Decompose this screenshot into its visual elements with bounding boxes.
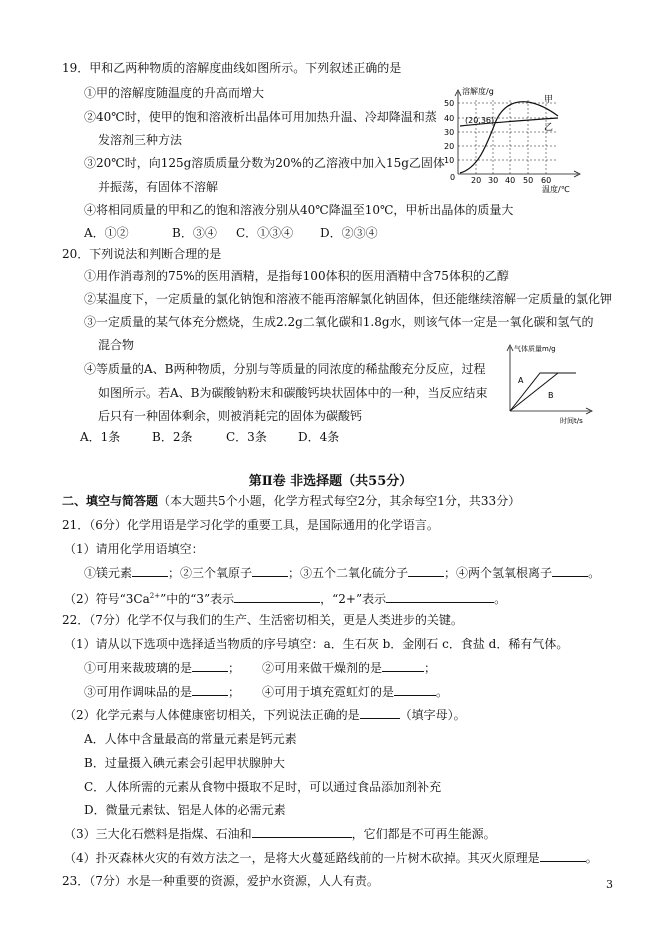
line-label-a: A <box>518 376 524 385</box>
x-tick-20: 20 <box>471 176 482 185</box>
q21-part2-row <box>64 588 506 607</box>
part2-head: 二、填空与简答题 <box>62 494 159 508</box>
y-tick-30: 30 <box>444 128 455 137</box>
solubility-curve-chart <box>438 80 588 198</box>
q23-stem: 23．（7分）水是一种重要的资源，爱护水资源，人人有责。 <box>62 874 379 888</box>
y-axis-label: 溶解度/g <box>462 87 494 96</box>
page-number: 3 <box>606 878 613 891</box>
q22-p2-end: （填字母）。 <box>399 708 466 722</box>
intersection-label: (20,36) <box>465 116 495 125</box>
q21-blank-3[interactable] <box>408 565 444 577</box>
gas-mass-chart <box>500 341 596 427</box>
q22-p3-a: （3）三大化石燃料是指煤、石油和 <box>64 827 252 841</box>
q22-part3-row <box>64 826 496 842</box>
y-axis-label: 气体质量m/g <box>514 345 556 353</box>
q22-option-d: D．微量元素钛、铝是人体的必需元素 <box>84 803 286 817</box>
q22-blank-4[interactable] <box>394 684 436 696</box>
q22-blank-3[interactable] <box>192 684 228 696</box>
q22-part2-row <box>64 707 466 723</box>
q19-statement-1: ①甲的溶解度随温度的升高而增大 <box>84 86 265 100</box>
q20-statement-4a: ④等质量的A、B两种物质，分别与等质量的同浓度的稀盐酸充分反应，过程 <box>84 362 486 376</box>
q20-stem: 20．下列说法和判断合理的是 <box>62 247 222 261</box>
q22-r2-a: ③可用作调味品的是 <box>84 685 193 699</box>
curve-label-jia: 甲 <box>544 95 554 105</box>
q20-option-d: D．4条 <box>298 430 340 444</box>
q22-option-b: B．过量摄入碘元素会引起甲状腺肿大 <box>84 756 285 770</box>
q22-part4-row <box>64 850 598 866</box>
q22-part1-row1 <box>84 660 436 676</box>
q21-blank-2[interactable] <box>252 565 288 577</box>
q21-item-1: ①镁元素 <box>84 566 133 580</box>
q19-statement-4: ④将相同质量的甲和乙的饱和溶液分别从40℃降温至10℃，甲析出晶体的质量大 <box>84 203 514 217</box>
q22-r1-b: ； <box>228 661 241 675</box>
q20-statement-1: ①用作消毒剂的75%的医用酒精，是指每100体积的医用酒精中含75体积的乙醇 <box>84 269 509 283</box>
q21-item-3: ；③五个二氧化硫分子 <box>288 566 409 580</box>
x-axis-label: 温度/℃ <box>542 185 570 194</box>
q22-r1-c: ②可用来做干燥剂的是 <box>262 661 383 675</box>
q20-option-a: A．1条 <box>80 430 121 444</box>
q22-r1-a: ①可用来裁玻璃的是 <box>84 661 193 675</box>
q21-p2-end: 。 <box>494 592 507 606</box>
q21-item-4: ；④两个氢氧根离子 <box>444 566 553 580</box>
q21-item-end: 。 <box>588 566 601 580</box>
x-tick-60: 60 <box>541 176 552 185</box>
grid-lines <box>458 100 558 174</box>
q20-option-b: B．2条 <box>152 430 193 444</box>
q19-statement-3b: 并振荡，有固体不溶解 <box>98 180 219 194</box>
q22-p3-b: ，它们都是不可再生能源。 <box>351 827 496 841</box>
q19-statement-3a: ③20℃时，向125g溶质质量分数为20%的乙溶液中加入15g乙固体 <box>84 156 445 170</box>
q20-statement-4c: 后只有一种固体剩余，则被消耗完的固体为碳酸钙 <box>98 409 363 423</box>
q19-statement-2b: 发溶剂三种方法 <box>98 133 183 147</box>
part2-note: （本大题共5个小题，化学方程式每空2分，其余每空1分，共33分） <box>158 494 521 508</box>
y-tick-0: 0 <box>450 173 456 182</box>
q22-r2-b: ； <box>228 685 241 699</box>
q21-p2-superscript: 2+ <box>149 592 161 600</box>
y-tick-10: 10 <box>444 156 455 165</box>
q21-blank-6[interactable] <box>386 591 494 603</box>
q20-statement-2: ②某温度下，一定质量的氯化钠饱和溶液不能再溶解氯化钠固体，但还能继续溶解一定质量的氯化钾 <box>84 292 613 306</box>
q19-stem: 19．甲和乙两种物质的溶解度曲线如图所示。下列叙述正确的是 <box>62 61 402 75</box>
x-tick-40: 40 <box>505 176 516 185</box>
q22-blank-7[interactable] <box>540 850 586 862</box>
q21-part1-row <box>84 565 600 581</box>
q21-p2-c: ，“2+”表示 <box>320 592 387 606</box>
q21-blank-4[interactable] <box>552 565 588 577</box>
q21-p2-b: ”中的“3”表示 <box>160 592 235 606</box>
x-tick-50: 50 <box>523 176 534 185</box>
q21-part1: （1）请用化学用语填空： <box>64 542 204 556</box>
section-title: 第Ⅱ卷 非选择题（共55分） <box>248 474 413 489</box>
q19-option-c: C．①③④ <box>236 226 294 240</box>
q21-p2-a: （2）符号“3Ca <box>64 592 150 606</box>
q22-blank-6[interactable] <box>252 826 352 838</box>
q21-blank-1[interactable] <box>132 565 168 577</box>
curve-label-yi: 乙 <box>544 123 554 133</box>
q20-statement-3b: 混合物 <box>98 338 135 352</box>
q19-option-d: D．②③④ <box>320 226 378 240</box>
q22-p4-b: 。 <box>585 851 598 865</box>
x-tick-30: 30 <box>488 176 499 185</box>
y-tick-50: 50 <box>444 99 455 108</box>
q21-blank-5[interactable] <box>234 591 320 603</box>
curve-jia <box>460 102 558 173</box>
q22-p2: （2）化学元素与人体健康密切相关，下列说法正确的是 <box>64 708 360 722</box>
q20-statement-3a: ③一定质量的某气体充分燃烧，生成2.2g二氧化碳和1.8g水，则该气体一定是一氧化碳和氢气的 <box>84 315 594 329</box>
q22-option-a: A．人体中含量最高的常量元素是钙元素 <box>84 732 297 746</box>
y-tick-20: 20 <box>444 142 455 151</box>
q20-statement-4b: 如图所示。若A、B为碳酸钠粉末和碳酸钙块状固体中的一种，当反应结束 <box>98 386 488 400</box>
q22-part1: （1）请从以下选项中选择适当物质的序号填空：a．生石灰 b．金刚石 c．食盐 d．稀有气体。 <box>64 637 569 651</box>
line-label-b: B <box>548 391 554 400</box>
q22-p4-a: （4）扑灭森林火灾的有效方法之一，是将大火蔓延路线前的一片树木砍掉。其灭火原理是 <box>64 851 540 865</box>
q22-blank-1[interactable] <box>192 660 228 672</box>
y-tick-40: 40 <box>444 114 455 123</box>
x-axis-label: 时间t/s <box>560 417 583 425</box>
part2-heading <box>62 493 520 509</box>
q19-option-b: B．③④ <box>172 226 217 240</box>
q19-statement-2a: ②40℃时，使甲的饱和溶液析出晶体可用加热升温、冷却降温和蒸 <box>84 110 437 124</box>
q22-stem: 22．（7分）化学不仅与我们的生产、生活密切相关，更是人类进步的关键。 <box>62 613 463 627</box>
q22-option-c: C．人体所需的元素从食物中摄取不足时，可以通过食品添加剂补充 <box>84 780 442 794</box>
q22-r2-d: 。 <box>436 685 449 699</box>
q21-stem: 21．（6分）化学用语是学习化学的重要工具，是国际通用的化学语言。 <box>62 518 439 532</box>
q22-part1-row2 <box>84 684 448 700</box>
q22-blank-2[interactable] <box>382 660 424 672</box>
q22-blank-5[interactable] <box>360 707 400 719</box>
q22-r2-c: ④可用于填充霓虹灯的是 <box>262 685 395 699</box>
q19-option-a: A．①② <box>84 226 129 240</box>
q21-item-2: ；②三个氧原子 <box>168 566 253 580</box>
q22-r1-d: ； <box>424 661 437 675</box>
q20-option-c: C．3条 <box>226 430 267 444</box>
